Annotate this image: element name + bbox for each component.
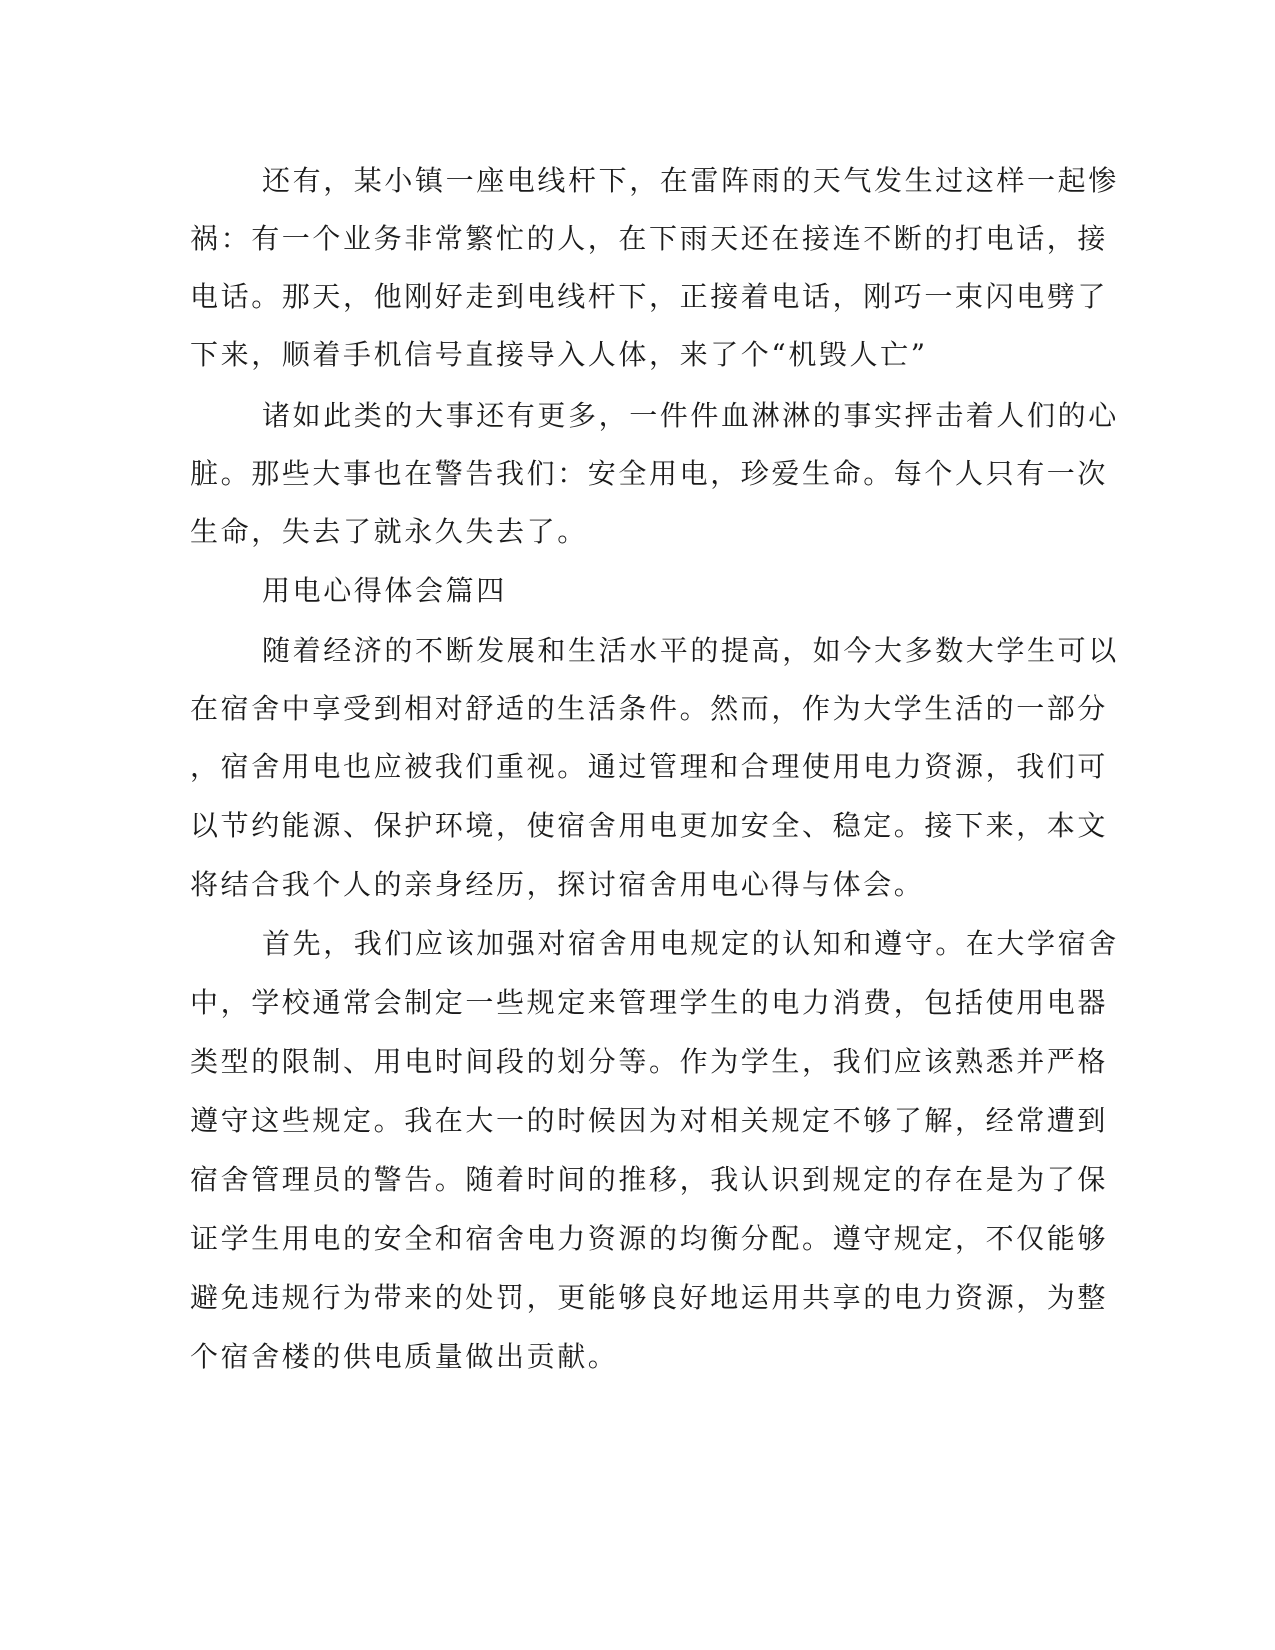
text-line: 个宿舍楼的供电质量做出贡献。 [190,1340,619,1373]
text-line: 脏。那些大事也在警告我们：安全用电，珍爱生命。每个人只有一次 [190,457,1109,490]
text-line: 宿舍管理员的警告。随着时间的推移，我认识到规定的存在是为了保 [190,1163,1109,1196]
text-line: 诸如此类的大事还有更多，一件件血淋淋的事实抨击着人们的心 [262,399,1119,432]
text-line: 下来，顺着手机信号直接导入人体，来了个“机毁人亡” [190,338,928,371]
text-line: 中，学校通常会制定一些规定来管理学生的电力消费，包括使用电器 [190,986,1109,1019]
text-line: 将结合我个人的亲身经历，探讨宿舍用电心得与体会。 [190,868,925,901]
text-line: 首先，我们应该加强对宿舍用电规定的认知和遵守。在大学宿舍 [262,927,1119,960]
text-line: 遵守这些规定。我在大一的时候因为对相关规定不够了解，经常遭到 [190,1104,1109,1137]
text-line: ，宿舍用电也应被我们重视。通过管理和合理使用电力资源，我们可 [190,750,1109,783]
text-line: 避免违规行为带来的处罚，更能够良好地运用共享的电力资源，为整 [190,1281,1109,1314]
text-line: 生命，失去了就永久失去了。 [190,515,588,548]
section-heading: 用电心得体会篇四 [262,574,507,607]
text-line: 祸：有一个业务非常繁忙的人，在下雨天还在接连不断的打电话，接 [190,222,1109,255]
text-line: 还有，某小镇一座电线杆下，在雷阵雨的天气发生过这样一起惨 [262,164,1119,197]
text-line: 类型的限制、用电时间段的划分等。作为学生，我们应该熟悉并严格 [190,1045,1109,1078]
text-line: 电话。那天，他刚好走到电线杆下，正接着电话，刚巧一束闪电劈了 [190,280,1109,313]
text-line: 以节约能源、保护环境，使宿舍用电更加安全、稳定。接下来，本文 [190,809,1109,842]
text-line: 证学生用电的安全和宿舍电力资源的均衡分配。遵守规定，不仅能够 [190,1222,1109,1255]
text-line: 随着经济的不断发展和生活水平的提高，如今大多数大学生可以 [262,634,1119,667]
text-line: 在宿舍中享受到相对舒适的生活条件。然而，作为大学生活的一部分 [190,692,1109,725]
